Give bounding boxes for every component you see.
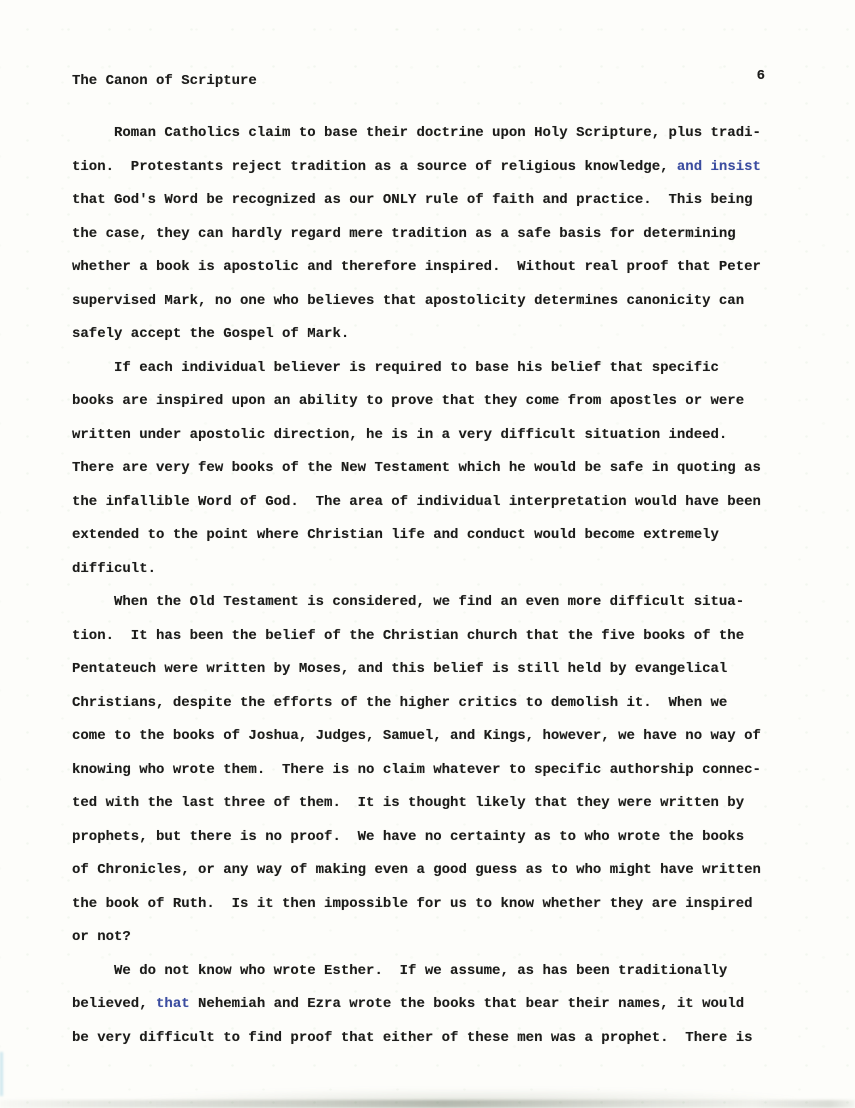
- text-line: tion. It has been the belief of the Christian church that the five books of the: [72, 627, 745, 644]
- text-line: come to the books of Joshua, Judges, Samuel, and Kings, however, we have no way of: [72, 728, 761, 744]
- text-line: ted with the last three of them. It is thought likely that they were written by: [72, 795, 745, 811]
- scan-edge-artifact: [0, 1052, 3, 1096]
- paragraph-old-testament: [72, 586, 787, 955]
- blue-ink-text: and insist: [676, 158, 761, 175]
- document-title: The Canon of Scripture: [72, 73, 257, 89]
- text-line: whether a book is apostolic and therefore inspired. Without real proof that Peter: [72, 259, 761, 275]
- page-number: 6: [756, 68, 765, 84]
- text-line: We do not know who wrote Esther. If we assume, as has been traditionally: [114, 962, 728, 979]
- document-body: [72, 117, 787, 1055]
- text-line: Christians, despite the efforts of the higher critics to demolish it. When we: [72, 694, 728, 711]
- blue-ink-text: that: [156, 996, 190, 1012]
- text-line: or not?: [72, 929, 131, 945]
- paragraph-esther: [72, 955, 787, 1056]
- text-line: difficult.: [72, 560, 157, 577]
- text-line: the book of Ruth. Is it then impossible for us to know whether they are inspired: [72, 895, 753, 912]
- text-line: If each individual believer is required to base his belief that specific: [114, 359, 719, 376]
- paragraph-roman-catholics: [72, 117, 787, 352]
- text-line: When the Old Testament is considered, we find an even more difficult situa-: [114, 594, 745, 610]
- text-line: extended to the point where Christian life and conduct would become extremely: [72, 527, 719, 543]
- text-line: written under apostolic direction, he is in a very difficult situation indeed.: [72, 426, 728, 443]
- text-line: tion. Protestants reject tradition as a source of religious knowledge, and insist: [72, 158, 761, 175]
- text-line: believed, that Nehemiah and Ezra wrote the books that bear their names, it would: [72, 996, 745, 1012]
- text-line: knowing who wrote them. There is no claim whatever to specific authorship connec-: [72, 761, 761, 778]
- text-line: prophets, but there is no proof. We have no certainty as to who wrote the books: [72, 828, 745, 845]
- text-line: the case, they can hardly regard mere tradition as a safe basis for determining: [72, 225, 736, 242]
- text-line: books are inspired upon an ability to prove that they come from apostles or were: [72, 393, 745, 409]
- text-line: be very difficult to find proof that either of these men was a prophet. There is: [72, 1029, 753, 1046]
- text-line: There are very few books of the New Testament which he would be safe in quoting as: [72, 460, 761, 476]
- text-line: the infallible Word of God. The area of individual interpretation would have been: [72, 493, 761, 510]
- text-line: of Chronicles, or any way of making even a good guess as to who might have written: [72, 862, 761, 878]
- text-line: Pentateuch were written by Moses, and this belief is still held by evangelical: [72, 661, 728, 677]
- paragraph-individual-believer: [72, 352, 787, 587]
- text-line: that God's Word be recognized as our ONLY rule of faith and practice. This being: [72, 192, 753, 208]
- text-line: safely accept the Gospel of Mark.: [72, 326, 350, 342]
- text-line: Roman Catholics claim to base their doctrine upon Holy Scripture, plus tradi-: [114, 125, 761, 141]
- text-line: supervised Mark, no one who believes that apostolicity determines canonicity can: [72, 292, 745, 309]
- scan-smudge-band-artifact: [0, 1100, 855, 1108]
- page-header: [72, 68, 765, 91]
